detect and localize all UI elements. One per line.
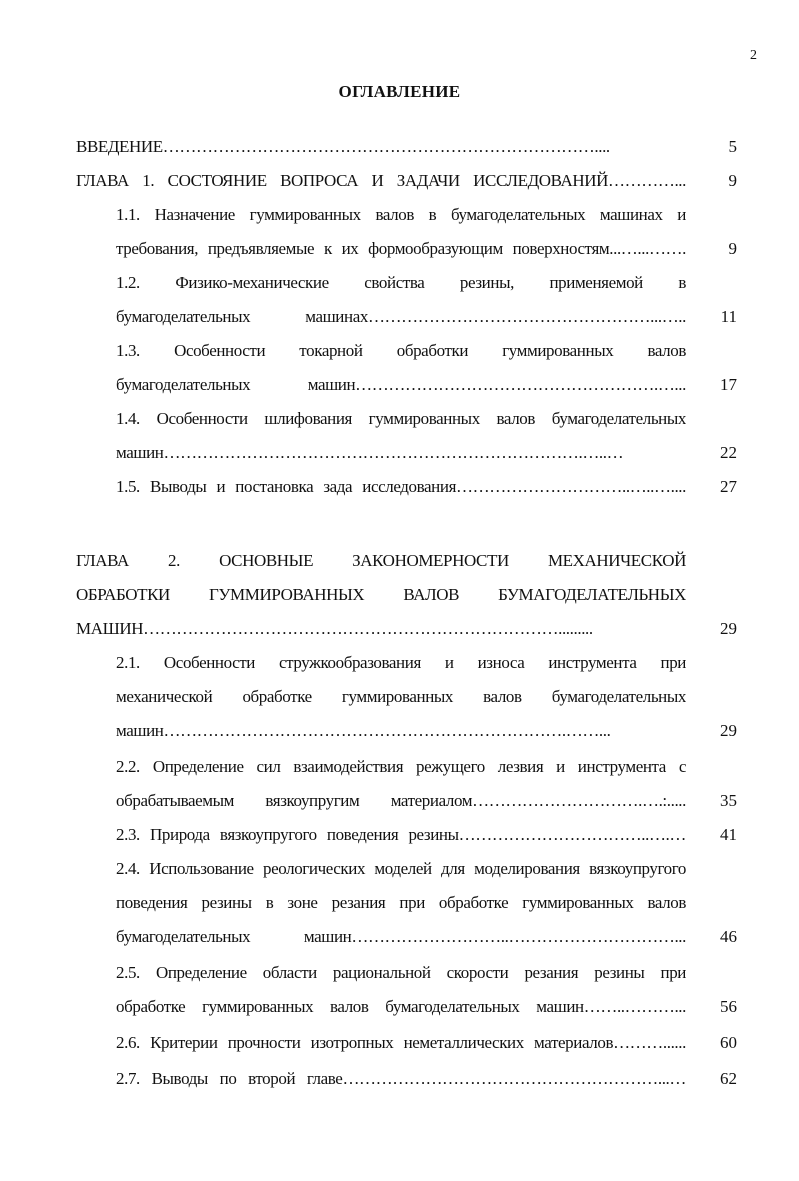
toc-page: 9 [728, 239, 737, 258]
toc-line: 2.2. Определение сил взаимодействия режущего лезвия и инструмента с [116, 757, 686, 776]
toc-line: ВВЕДЕНИЕ…………………………………………………………………….... [76, 137, 610, 156]
toc-page: 27 [720, 477, 737, 496]
toc-line: обработке гуммированных валов бумагоделательных машин……..………... [116, 997, 686, 1016]
toc-line: 2.7. Выводы по второй главе…………………………………………………...… [116, 1069, 686, 1088]
toc-line: 1.5. Выводы и постановка зада исследования…………………………..…..….... [116, 477, 686, 496]
toc-line: 2.4. Использование реологических моделей для моделирования вязкоупругого [116, 859, 686, 878]
toc-page: 11 [720, 307, 737, 326]
toc-line: бумагоделательных машин………………………..…………………………... [116, 927, 686, 946]
toc-line: 2.5. Определение области рациональной скорости резания резины при [116, 963, 686, 982]
toc-line: требования, предъявляемые к их формообразующим поверхностям...…...……. [116, 239, 686, 258]
toc-page: 46 [720, 927, 737, 946]
page-number: 2 [750, 48, 757, 63]
toc-line: бумагоделательных машинах……………………………………………...….. [116, 307, 686, 326]
toc-line: обрабатываемым вязкоупругим материалом………………………….….:..... [116, 791, 686, 810]
toc-line: 2.6. Критерии прочности изотропных неметаллических материалов………...... [116, 1033, 686, 1052]
toc-line: бумагоделательных машин……………………………………………….…... [116, 375, 686, 394]
toc-line: механической обработке гуммированных валов бумагоделательных [116, 687, 686, 706]
toc-line: поведения резины в зоне резания при обработке гуммированных валов [116, 893, 686, 912]
toc-page: 22 [720, 443, 737, 462]
toc-page: 17 [720, 375, 737, 394]
toc-line: 2.1. Особенности стружкообразования и износа инструмента при [116, 653, 686, 672]
toc-page: 60 [720, 1033, 737, 1052]
toc-page: 29 [720, 619, 737, 638]
toc-line: 1.2. Физико-механические свойства резины, применяемой в [116, 273, 686, 292]
toc-line: машин………………………………………………………………….…..… [116, 443, 624, 462]
toc-line: ГЛАВА 2. ОСНОВНЫЕ ЗАКОНОМЕРНОСТИ МЕХАНИЧЕСКОЙ [76, 551, 686, 570]
toc-line: 1.1. Назначение гуммированных валов в бумагоделательных машинах и [116, 205, 686, 224]
toc-title: ОГЛАВЛЕНИЕ [338, 82, 461, 101]
toc-line: МАШИН…………………………………………………………………......... [76, 619, 593, 638]
toc-page: 41 [720, 825, 737, 844]
toc-page: 5 [728, 137, 737, 156]
toc-line: 1.4. Особенности шлифования гуммированных валов бумагоделательных [116, 409, 686, 428]
toc-line: ОБРАБОТКИ ГУММИРОВАННЫХ ВАЛОВ БУМАГОДЕЛАТЕЛЬНЫХ [76, 585, 686, 604]
toc-page: 9 [728, 171, 737, 190]
toc-page: 56 [720, 997, 737, 1016]
toc-line: ГЛАВА 1. СОСТОЯНИЕ ВОПРОСА И ЗАДАЧИ ИССЛЕДОВАНИЙ…………... [76, 171, 686, 190]
toc-line: 1.3. Особенности токарной обработки гуммированных валов [116, 341, 686, 360]
toc-page: 35 [720, 791, 737, 810]
toc-page: 62 [720, 1069, 737, 1088]
toc-line: машин……………………………………………………………….……... [116, 721, 611, 740]
toc-line: 2.3. Природа вязкоупругого поведения резины……………………………..….… [116, 825, 686, 844]
toc-page: 29 [720, 721, 737, 740]
